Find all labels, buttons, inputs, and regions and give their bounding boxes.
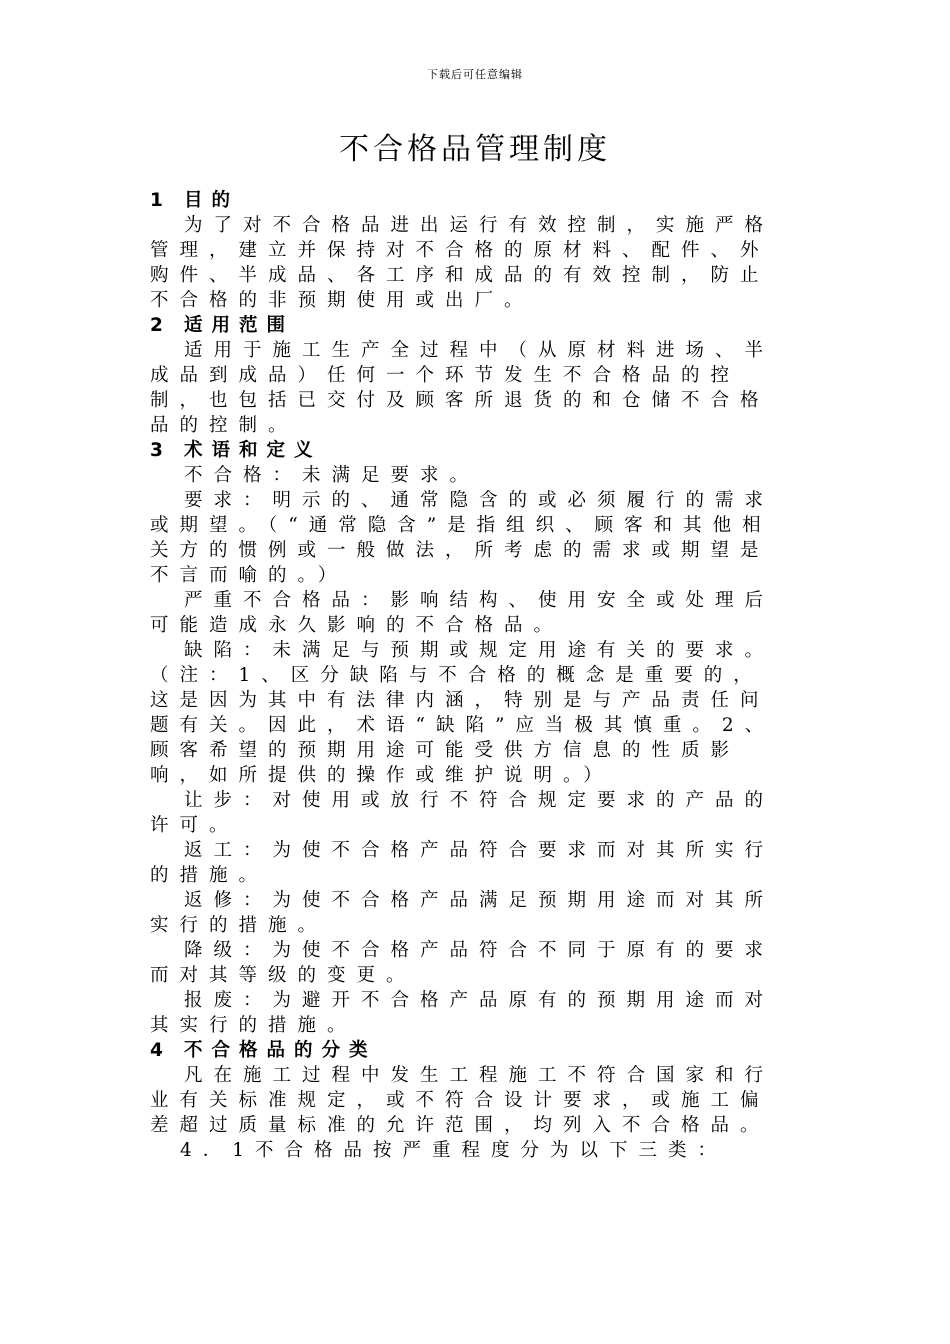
paragraph: 凡在施工过程中发生工程施工不符合国家和行业有关标准规定，或不符合设计要求，或施工偏差超过质量标准的允许范围，均列入不合格品。	[150, 1065, 775, 1136]
document-body	[150, 188, 790, 1163]
term-definition: 缺陷：未满足与预期或规定用途有关的要求。（注：1、区分缺陷与不合格的概念是重要的，这是因为其中有法律内涵，特别是与产品责任问题有关。因此，术语“缺陷”应当极其慎重。2、顾客希望的预期用途可能受供方信息的性质影响，如所提供的操作或维护说明。）	[150, 640, 775, 786]
section-title: 术语和定义	[184, 440, 322, 461]
download-note: 下载后可任意编辑	[427, 68, 523, 81]
term-definition: 降级：为使不合格产品符合不同于原有的要求而对其等级的变更。	[150, 940, 775, 986]
term-definition: 返工：为使不合格产品符合要求而对其所实行的措施。	[150, 840, 775, 886]
section-heading-scope	[150, 313, 790, 338]
section-title: 目的	[184, 190, 240, 211]
term-definition: 不合格：未满足要求。	[184, 465, 480, 486]
section-heading-classification	[150, 1038, 790, 1063]
section-title: 适用范围	[184, 315, 295, 336]
section-number: 3	[150, 440, 163, 461]
paragraph: 4．1不合格品按严重程度分为以下三类：	[180, 1140, 728, 1161]
term-definition: 报废：为避开不合格产品原有的预期用途而对其实行的措施。	[150, 990, 775, 1036]
section-heading-terms	[150, 438, 790, 463]
section-number: 4	[150, 1040, 163, 1061]
section-number: 1	[150, 190, 163, 211]
section-heading-purpose	[150, 188, 790, 213]
paragraph: 适用于施工生产全过程中（从原材料进场、半成品到成品）任何一个环节发生不合格品的控制，也包括已交付及顾客所退货的和仓储不合格品的控制。	[150, 340, 775, 436]
term-definition: 返修：为使不合格产品满足预期用途而对其所实行的措施。	[150, 890, 775, 936]
term-definition: 让步：对使用或放行不符合规定要求的产品的许可。	[150, 790, 775, 836]
section-title: 不合格品的分类	[184, 1040, 377, 1061]
term-definition: 严重不合格品：影响结构、使用安全或处理后可能造成永久影响的不合格品。	[150, 590, 775, 636]
document-title: 不合格品管理制度	[339, 132, 611, 167]
term-definition: 要求：明示的、通常隐含的或必须履行的需求或期望。（“通常隐含”是指组织、顾客和其他相关方的惯例或一般做法，所考虑的需求或期望是不言而喻的。）	[150, 490, 775, 586]
section-number: 2	[150, 315, 163, 336]
paragraph: 为了对不合格品进出运行有效控制，实施严格管理，建立并保持对不合格的原材料、配件、外购件、半成品、各工序和成品的有效控制，防止不合格的非预期使用或出厂。	[150, 215, 775, 311]
